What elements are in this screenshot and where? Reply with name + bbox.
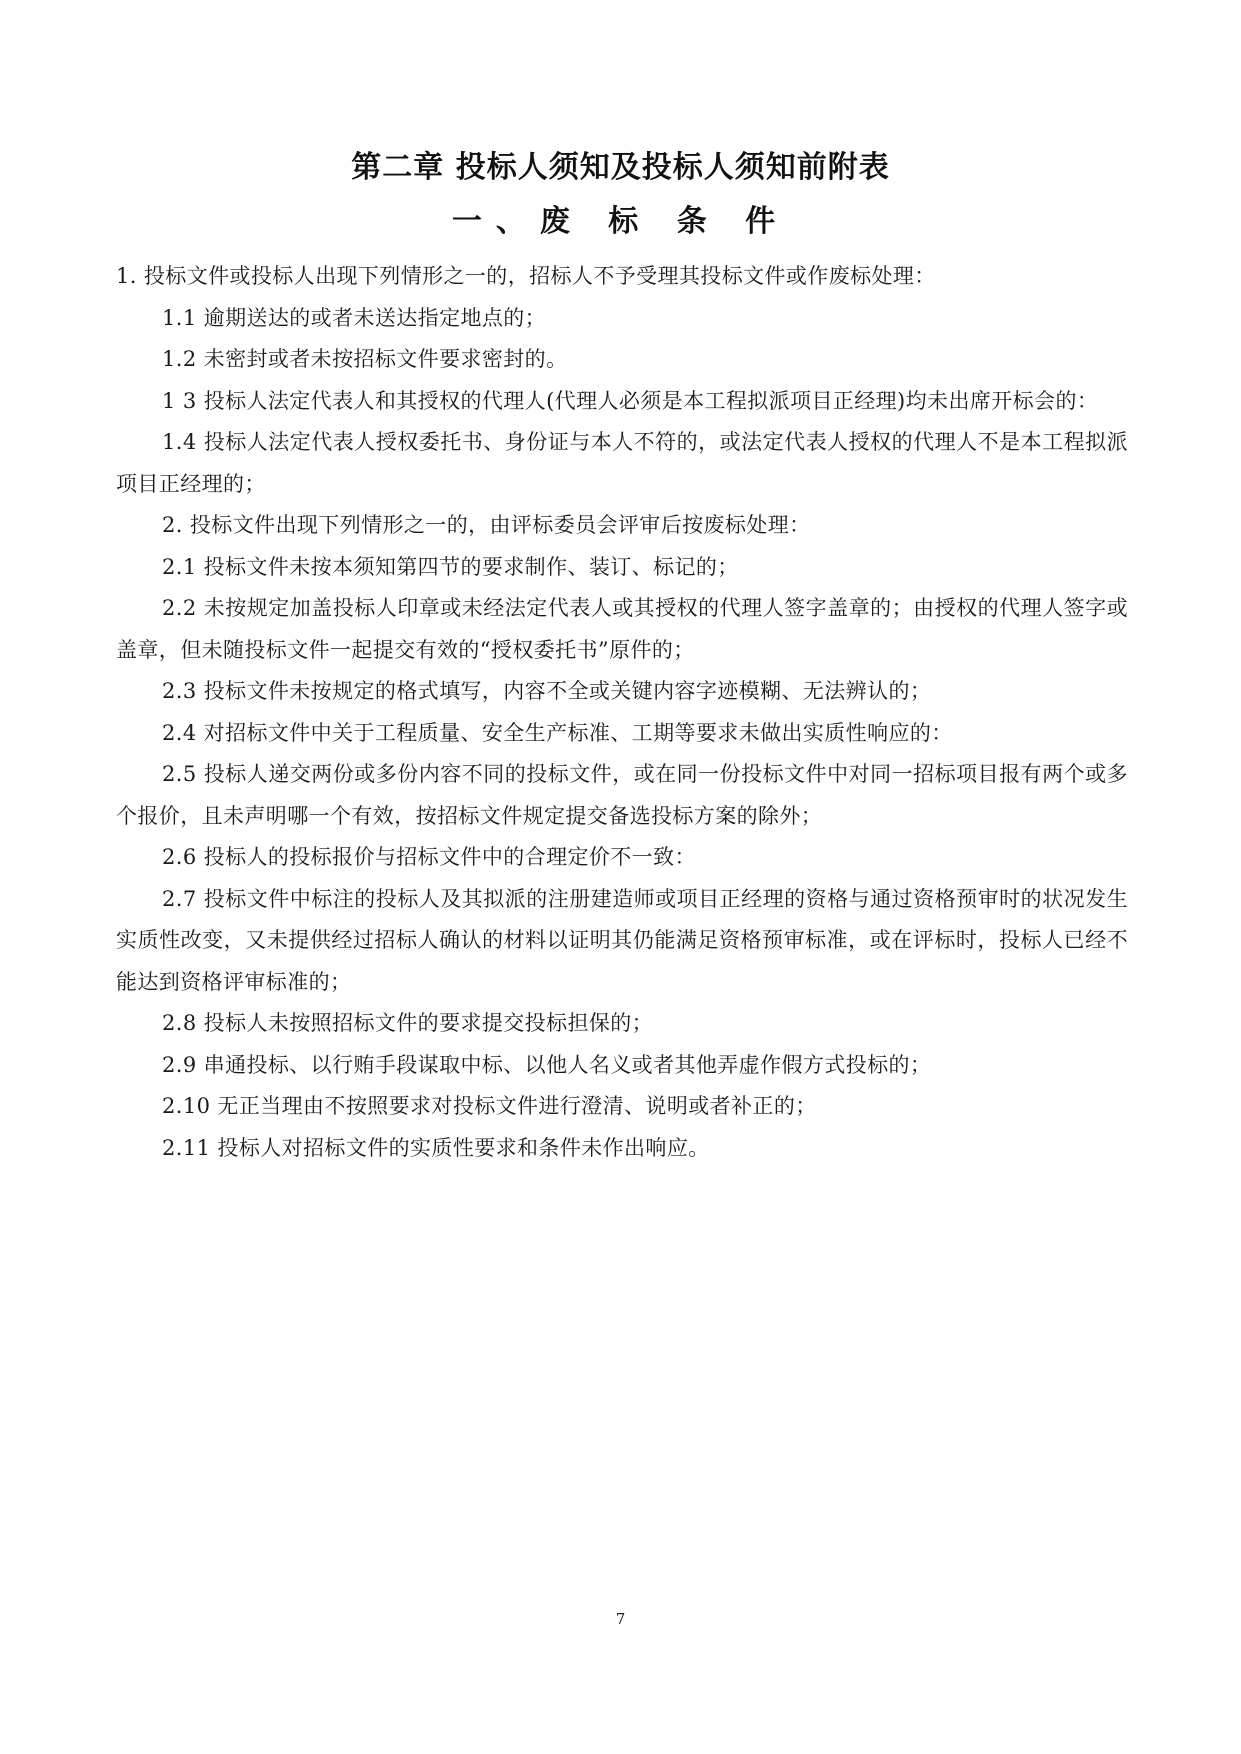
paragraph-1-2: 1.2 未密封或者未按招标文件要求密封的。 [162, 347, 568, 371]
paragraph-2-10: 2.10 无正当理由不按照要求对投标文件进行澄清、说明或者补正的； [162, 1094, 817, 1118]
paragraph-2-6: 2.6 投标人的投标报价与招标文件中的合理定价不一致： [162, 845, 696, 869]
paragraph-2-4: 2.4 对招标文件中关于工程质量、安全生产标准、工期等要求未做出实质性响应的： [162, 720, 953, 745]
paragraph-2-8: 2.8 投标人未按照招标文件的要求提交投标担保的； [162, 1011, 654, 1035]
paragraph-2-3: 2.3 投标文件未按规定的格式填写，内容不全或关键内容字迹模糊、无法辨认的； [162, 679, 932, 703]
paragraph-2-11: 2.11 投标人对招标文件的实质性要求和条件未作出响应。 [162, 1135, 710, 1160]
paragraph-2-1: 2.1 投标文件未按本须知第四节的要求制作、装订、标记的； [162, 554, 739, 579]
paragraph-2-5: 2.5 投标人递交两份或多份内容不同的投标文件，或在同一份投标文件中对同一招标项目报有两个或多个报价，且未声明哪一个有效，按招标文件规定提交备选投标方案的除外； [116, 762, 1128, 828]
paragraph-1-4: 1.4 投标人法定代表人授权委托书、身份证与本人不符的，或法定代表人授权的代理人不是本工程拟派项目正经理的； [116, 430, 1128, 496]
paragraph-1-1: 1.1 逾期送达的或者未送达指定地点的； [162, 305, 547, 330]
paragraph-2-2: 2.2 未按规定加盖投标人印章或未经法定代表人或其授权的代理人签字盖章的；由授权的代理人签字或盖章，但未随投标文件一起提交有效的“授权委托书”原件的； [116, 596, 1128, 662]
paragraph-1-3: 1 3 投标人法定代表人和其授权的代理人(代理人必须是本工程拟派项目正经理)均未出席开标会的： [162, 388, 1099, 413]
section-title: 一、废 标 条 件 [451, 204, 790, 239]
body-text [116, 256, 1128, 1169]
paragraph-2: 2. 投标文件出现下列情形之一的，由评标委员会评审后按废标处理： [162, 513, 811, 537]
paragraph-2-7: 2.7 投标文件中标注的投标人及其拟派的注册建造师或项目正经理的资格与通过资格预审时的状况发生实质性改变，又未提供经过招标人确认的材料以证明其仍能满足资格预审标准，或在评标时，投标人已经不能达到资格评审标准的； [116, 886, 1128, 994]
paragraph-2-9: 2.9 串通投标、以行贿手段谋取中标、以他人名义或者其他弄虚作假方式投标的； [162, 1052, 932, 1077]
page-number: 7 [615, 1610, 626, 1628]
paragraph-1: 1. 投标文件或投标人出现下列情形之一的，招标人不予受理其投标文件或作废标处理： [116, 264, 936, 288]
chapter-title: 第二章 投标人须知及投标人须知前附表 [351, 150, 890, 185]
